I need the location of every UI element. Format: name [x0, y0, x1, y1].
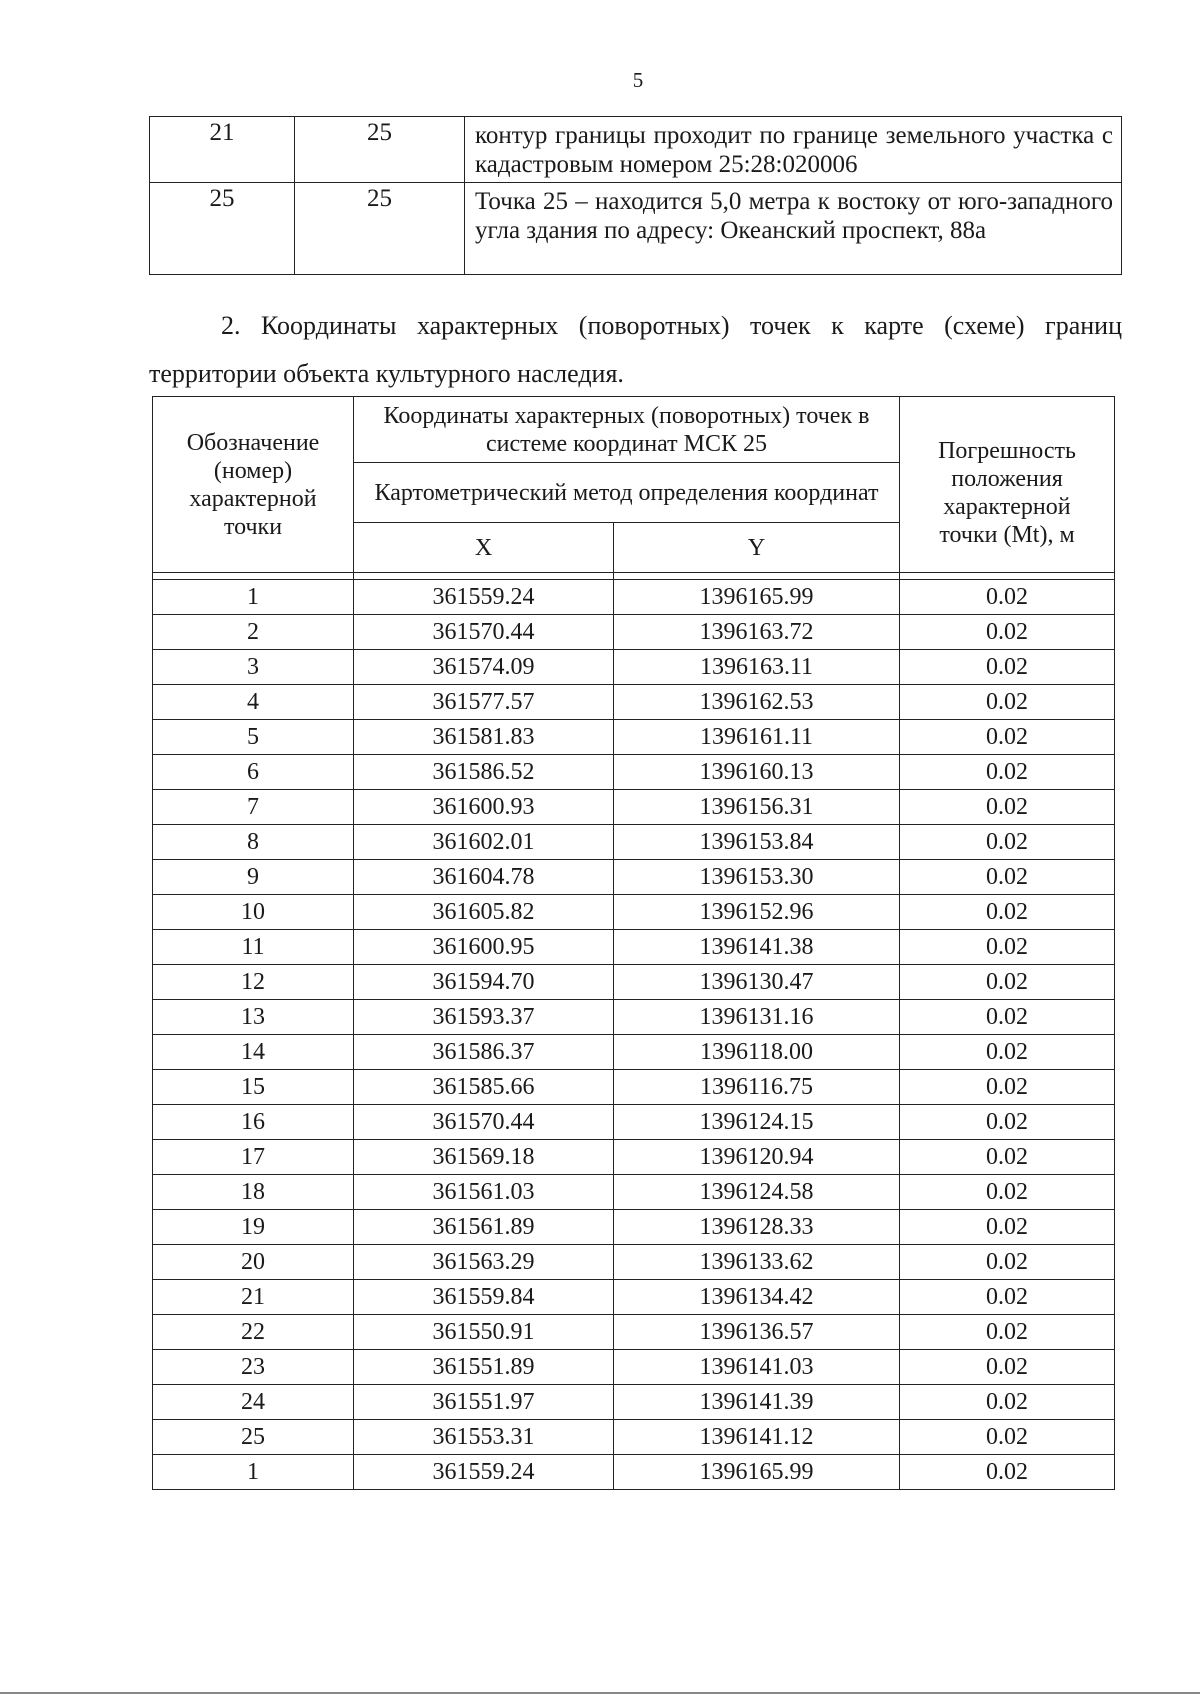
error-cell: 0.02 [900, 650, 1115, 685]
table-row [153, 1280, 1115, 1315]
error-header: Погрешность положения характерной точки (Mt), м [900, 397, 1115, 573]
table-row [153, 1140, 1115, 1175]
coordinates-table [152, 396, 1115, 1490]
point-number-cell: 11 [153, 930, 354, 965]
point-number-cell: 15 [153, 1070, 354, 1105]
table-row [153, 790, 1115, 825]
y-header: Y [614, 523, 900, 573]
y-coordinate-cell: 1396165.99 [614, 580, 900, 615]
table-row [153, 650, 1115, 685]
point-number-cell: 19 [153, 1210, 354, 1245]
table-row [153, 860, 1115, 895]
table-row [153, 755, 1115, 790]
x-coordinate-cell: 361559.24 [354, 580, 614, 615]
error-cell: 0.02 [900, 1070, 1115, 1105]
table-row [153, 1455, 1115, 1490]
y-coordinate-cell: 1396163.11 [614, 650, 900, 685]
y-coordinate-cell: 1396163.72 [614, 615, 900, 650]
point-number-cell: 1 [153, 580, 354, 615]
error-cell: 0.02 [900, 1175, 1115, 1210]
point-number-cell: 13 [153, 1000, 354, 1035]
section-paragraph [149, 302, 1122, 398]
page-number: 5 [632, 68, 644, 92]
y-coordinate-cell: 1396153.30 [614, 860, 900, 895]
table-row [153, 895, 1115, 930]
y-coordinate-cell: 1396141.03 [614, 1350, 900, 1385]
point-number-cell: 9 [153, 860, 354, 895]
error-cell: 0.02 [900, 1350, 1115, 1385]
x-coordinate-cell: 361559.84 [354, 1280, 614, 1315]
point-number-cell: 1 [153, 1455, 354, 1490]
x-coordinate-cell: 361561.03 [354, 1175, 614, 1210]
x-coordinate-cell: 361585.66 [354, 1070, 614, 1105]
error-cell: 0.02 [900, 825, 1115, 860]
point-number-cell: 5 [153, 720, 354, 755]
x-coordinate-cell: 361604.78 [354, 860, 614, 895]
table-row [153, 1105, 1115, 1140]
y-coordinate-cell: 1396130.47 [614, 965, 900, 1000]
table-row [153, 1035, 1115, 1070]
error-cell: 0.02 [900, 1000, 1115, 1035]
point-number-cell: 17 [153, 1140, 354, 1175]
table-row [153, 825, 1115, 860]
error-cell: 0.02 [900, 615, 1115, 650]
separator-row [153, 573, 1115, 580]
point-number-cell: 21 [153, 1280, 354, 1315]
x-coordinate-cell: 361593.37 [354, 1000, 614, 1035]
x-coordinate-cell: 361553.31 [354, 1420, 614, 1455]
error-cell: 0.02 [900, 790, 1115, 825]
point-number-cell: 3 [153, 650, 354, 685]
boundary-description-table [149, 116, 1122, 275]
table-row [153, 1210, 1115, 1245]
error-cell: 0.02 [900, 720, 1115, 755]
x-coordinate-cell: 361586.52 [354, 755, 614, 790]
table-row [153, 1385, 1115, 1420]
description-cell: Точка 25 – находится 5,0 метра к востоку от юго-западного угла здания по адресу: Океанский проспект, 88а [465, 183, 1122, 275]
point-number-cell: 14 [153, 1035, 354, 1070]
y-coordinate-cell: 1396131.16 [614, 1000, 900, 1035]
x-coordinate-cell: 361581.83 [354, 720, 614, 755]
x-coordinate-cell: 361600.93 [354, 790, 614, 825]
error-cell: 0.02 [900, 1385, 1115, 1420]
y-coordinate-cell: 1396118.00 [614, 1035, 900, 1070]
x-coordinate-cell: 361570.44 [354, 615, 614, 650]
x-coordinate-cell: 361586.37 [354, 1035, 614, 1070]
point-number-cell: 16 [153, 1105, 354, 1140]
from-point-cell: 21 [150, 117, 295, 183]
table-row [153, 1175, 1115, 1210]
to-point-cell: 25 [295, 117, 465, 183]
table-row [153, 1420, 1115, 1455]
y-coordinate-cell: 1396124.15 [614, 1105, 900, 1140]
table-row [150, 117, 1122, 183]
point-number-cell: 2 [153, 615, 354, 650]
y-coordinate-cell: 1396165.99 [614, 1455, 900, 1490]
point-number-cell: 18 [153, 1175, 354, 1210]
y-coordinate-cell: 1396141.38 [614, 930, 900, 965]
point-header: Обозначение (номер) характерной точки [153, 397, 354, 573]
x-coordinate-cell: 361569.18 [354, 1140, 614, 1175]
coordinates-body [153, 573, 1115, 1490]
table-row [153, 1315, 1115, 1350]
y-coordinate-cell: 1396162.53 [614, 685, 900, 720]
error-cell: 0.02 [900, 1210, 1115, 1245]
coordinates-header: Координаты характерных (поворотных) точек в системе координат МСК 25 [354, 397, 900, 463]
point-number-cell: 7 [153, 790, 354, 825]
method-header: Картометрический метод определения координат [354, 463, 900, 523]
to-point-cell: 25 [295, 183, 465, 275]
point-number-cell: 8 [153, 825, 354, 860]
y-coordinate-cell: 1396141.12 [614, 1420, 900, 1455]
from-point-cell: 25 [150, 183, 295, 275]
error-cell: 0.02 [900, 1420, 1115, 1455]
point-number-cell: 4 [153, 685, 354, 720]
table-row [150, 183, 1122, 275]
description-cell: контур границы проходит по границе земельного участка с кадастровым номером 25:28:020006 [465, 117, 1122, 183]
table-row [153, 1350, 1115, 1385]
y-coordinate-cell: 1396161.11 [614, 720, 900, 755]
error-cell: 0.02 [900, 1140, 1115, 1175]
y-coordinate-cell: 1396133.62 [614, 1245, 900, 1280]
table-row [153, 580, 1115, 615]
table-row [153, 965, 1115, 1000]
x-coordinate-cell: 361550.91 [354, 1315, 614, 1350]
table-row [153, 615, 1115, 650]
scan-edge-line [0, 1692, 1200, 1694]
error-cell: 0.02 [900, 1035, 1115, 1070]
error-cell: 0.02 [900, 1315, 1115, 1350]
y-coordinate-cell: 1396120.94 [614, 1140, 900, 1175]
error-cell: 0.02 [900, 685, 1115, 720]
point-number-cell: 10 [153, 895, 354, 930]
error-cell: 0.02 [900, 930, 1115, 965]
table-row [153, 1070, 1115, 1105]
point-number-cell: 23 [153, 1350, 354, 1385]
x-coordinate-cell: 361602.01 [354, 825, 614, 860]
x-coordinate-cell: 361563.29 [354, 1245, 614, 1280]
error-cell: 0.02 [900, 1280, 1115, 1315]
error-cell: 0.02 [900, 895, 1115, 930]
y-coordinate-cell: 1396153.84 [614, 825, 900, 860]
x-coordinate-cell: 361551.97 [354, 1385, 614, 1420]
y-coordinate-cell: 1396124.58 [614, 1175, 900, 1210]
table-row [153, 720, 1115, 755]
y-coordinate-cell: 1396156.31 [614, 790, 900, 825]
y-coordinate-cell: 1396160.13 [614, 755, 900, 790]
x-coordinate-cell: 361574.09 [354, 650, 614, 685]
x-coordinate-cell: 361570.44 [354, 1105, 614, 1140]
x-coordinate-cell: 361577.57 [354, 685, 614, 720]
error-cell: 0.02 [900, 755, 1115, 790]
y-coordinate-cell: 1396136.57 [614, 1315, 900, 1350]
x-coordinate-cell: 361559.24 [354, 1455, 614, 1490]
error-cell: 0.02 [900, 860, 1115, 895]
x-coordinate-cell: 361561.89 [354, 1210, 614, 1245]
point-number-cell: 25 [153, 1420, 354, 1455]
table-row [153, 1245, 1115, 1280]
section-paragraph-text: 2. Координаты характерных (поворотных) точек к карте (схеме) границ территории объекта культурного наследия. [149, 311, 1122, 388]
point-number-cell: 24 [153, 1385, 354, 1420]
x-coordinate-cell: 361551.89 [354, 1350, 614, 1385]
x-coordinate-cell: 361600.95 [354, 930, 614, 965]
point-number-cell: 6 [153, 755, 354, 790]
table-row [153, 1000, 1115, 1035]
error-cell: 0.02 [900, 1105, 1115, 1140]
error-cell: 0.02 [900, 580, 1115, 615]
point-number-cell: 20 [153, 1245, 354, 1280]
x-coordinate-cell: 361594.70 [354, 965, 614, 1000]
y-coordinate-cell: 1396116.75 [614, 1070, 900, 1105]
error-cell: 0.02 [900, 1455, 1115, 1490]
point-number-cell: 12 [153, 965, 354, 1000]
table-row [153, 930, 1115, 965]
y-coordinate-cell: 1396141.39 [614, 1385, 900, 1420]
table-row [153, 685, 1115, 720]
error-cell: 0.02 [900, 965, 1115, 1000]
x-coordinate-cell: 361605.82 [354, 895, 614, 930]
y-coordinate-cell: 1396128.33 [614, 1210, 900, 1245]
y-coordinate-cell: 1396152.96 [614, 895, 900, 930]
y-coordinate-cell: 1396134.42 [614, 1280, 900, 1315]
point-number-cell: 22 [153, 1315, 354, 1350]
error-cell: 0.02 [900, 1245, 1115, 1280]
x-header: X [354, 523, 614, 573]
